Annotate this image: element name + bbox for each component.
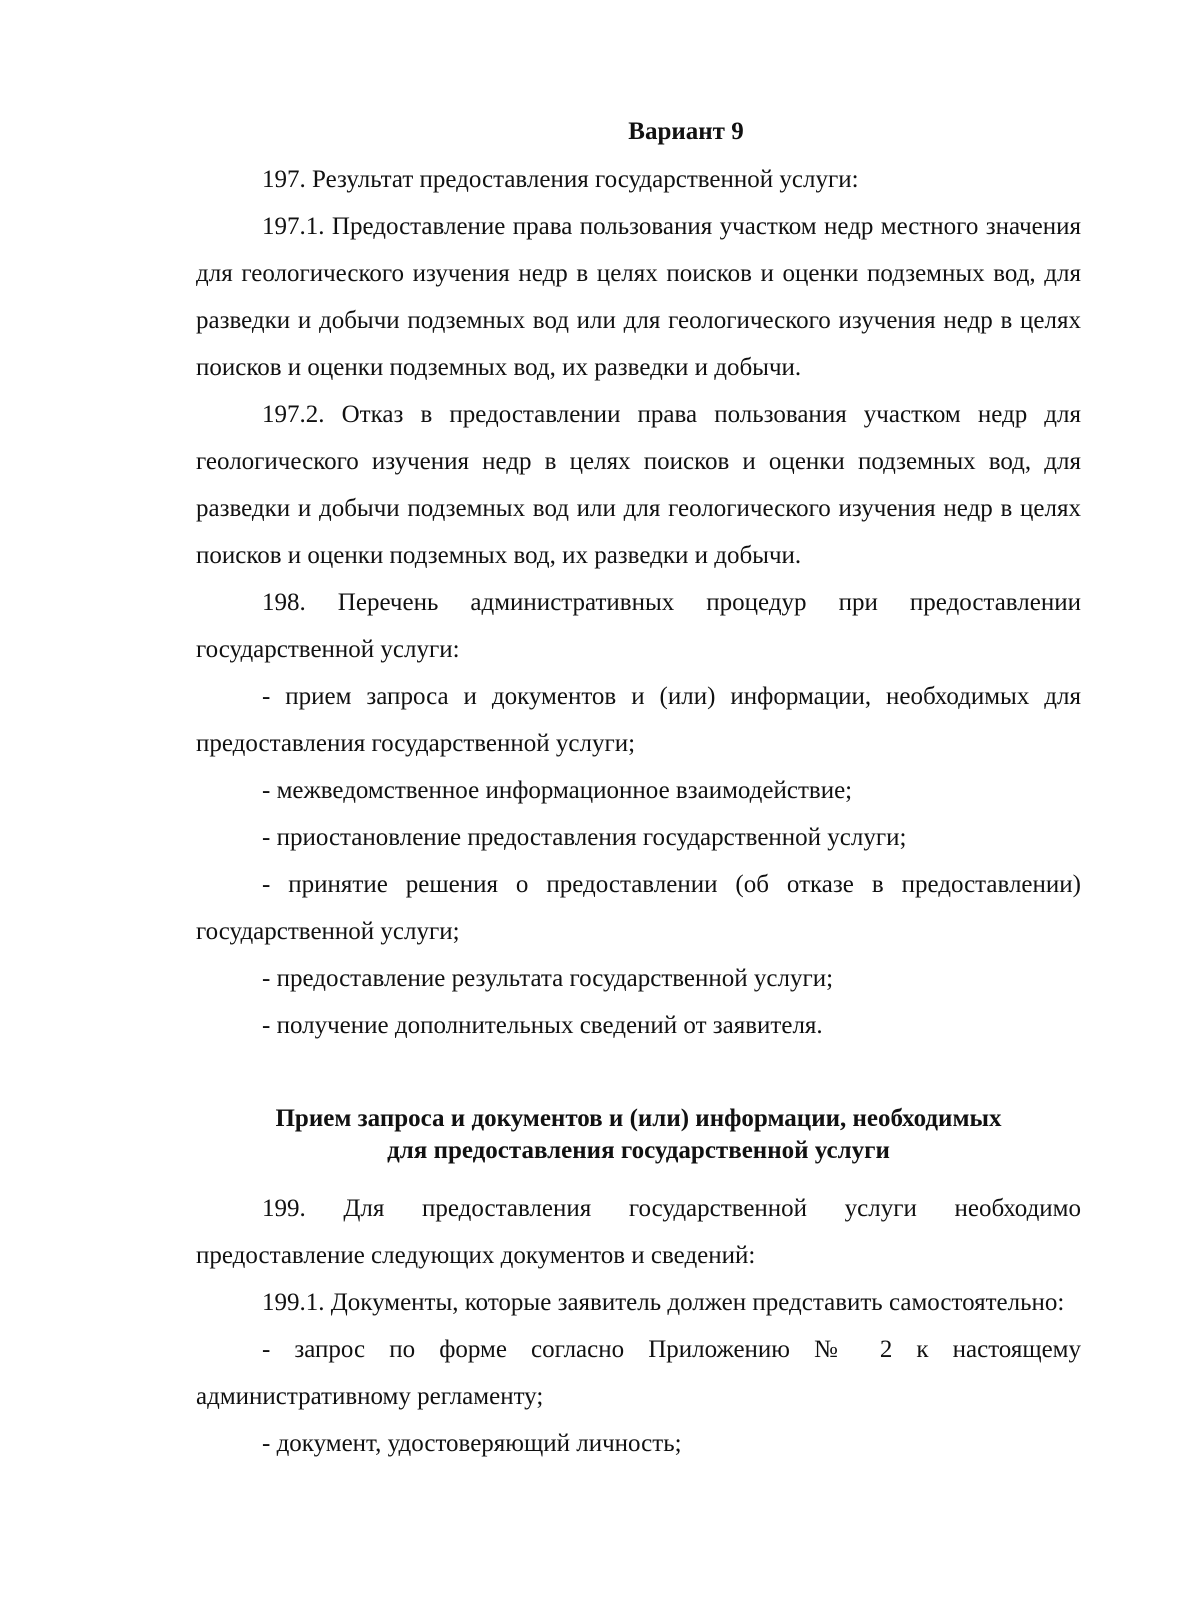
list-item-procedure-6: - получение дополнительных сведений от заявителя. (262, 1012, 823, 1039)
paragraph-198: 198. Перечень административных процедур при предоставлении государственной услуги: (196, 589, 1081, 663)
list-item-procedure-3: - приостановление предоставления государственной услуги; (262, 824, 907, 851)
paragraph-199-1: 199.1. Документы, которые заявитель должен представить самостоятельно: (262, 1289, 1065, 1316)
list-item-procedure-1: - прием запроса и документов и (или) информации, необходимых для предоставления государственной услуги; (196, 683, 1081, 757)
section-heading (196, 1103, 1081, 1167)
paragraph-197: 197. Результат предоставления государственной услуги: (262, 166, 859, 193)
paragraph-197-2: 197.2. Отказ в предоставлении права пользования участком недр для геологического изучения недр в целях поисков и оценки подземных вод, для разведки и добычи подземных вод или для геологического изучения недр в целях поисков и оценки подземных вод, их разведки и добычи. (196, 401, 1081, 569)
list-item-document-1: - запрос по форме согласно Приложению № 2 к настоящему административному регламенту; (196, 1336, 1081, 1410)
list-item-document-2: - документ, удостоверяющий личность; (262, 1430, 682, 1457)
variant-title: Вариант 9 (628, 118, 744, 145)
paragraph-199: 199. Для предоставления государственной услуги необходимо предоставление следующих документов и сведений: (196, 1195, 1081, 1269)
list-item-procedure-2: - межведомственное информационное взаимодействие; (262, 777, 853, 804)
section-heading-line-1: Прием запроса и документов и (или) информации, необходимых (275, 1105, 1002, 1132)
list-item-procedure-5: - предоставление результата государственной услуги; (262, 965, 834, 992)
document-body (196, 108, 1081, 1467)
section-heading-line-2: для предоставления государственной услуги (387, 1137, 890, 1164)
list-item-procedure-4: - принятие решения о предоставлении (об отказе в предоставлении) государственной услуги; (196, 871, 1081, 945)
paragraph-197-1: 197.1. Предоставление права пользования участком недр местного значения для геологического изучения недр в целях поисков и оценки подземных вод, для разведки и добычи подземных вод или для геологического изучения недр в целях поисков и оценки подземных вод, их разведки и добычи. (196, 213, 1081, 381)
